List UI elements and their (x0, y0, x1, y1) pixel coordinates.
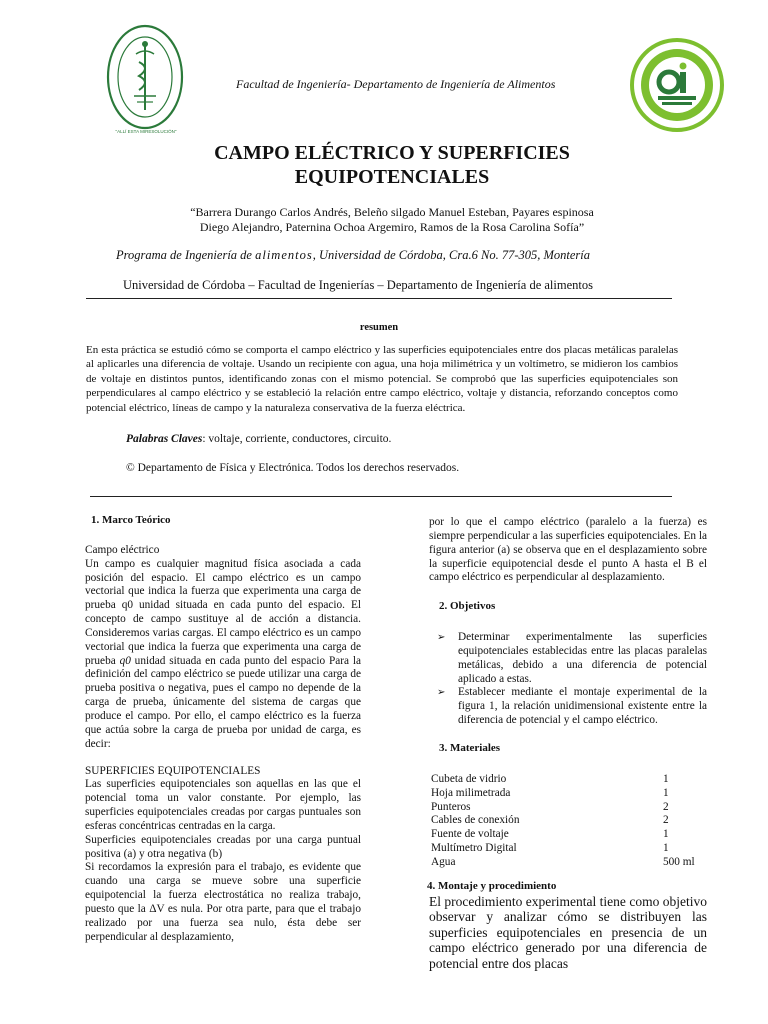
faculty-header-line: Facultad de Ingeniería- Departamento de Ingeniería de Alimentos (236, 77, 556, 91)
table-row (431, 814, 699, 828)
paragraph-superficies-3: Si recordamos la expresión para el trabajo, es evidente que cuando una carga se mueve sobre una superficie equipotencial la fuerza electrostática no realiza trabajo, puesto que la ΔV es nula. Por otra parte, para que el trabajo realizado por una fuerza sea nulo, ésta debe ser perpendicular al desplazamiento, (85, 861, 361, 943)
material-quantity: 500 ml (663, 855, 695, 868)
material-quantity: 1 (663, 786, 669, 799)
title-line-1: CAMPO ELÉCTRICO Y SUPERFICIES (214, 142, 570, 164)
arrow-bullet-icon: ➢ (437, 687, 446, 699)
seal-motto: "ALLÍ ESTA MIRESOLUCIÓN" (115, 129, 177, 134)
section-heading-materiales: 3. Materiales (439, 741, 501, 754)
abstract-heading: resumen (359, 322, 399, 333)
program-suffix: , Universidad de Córdoba, Cra.6 No. 77-305, Montería (312, 248, 591, 262)
section-heading-marco-teorico: 1. Marco Teórico (91, 514, 171, 526)
table-row (431, 773, 699, 787)
paragraph-superficies-2: Superficies equipotenciales creadas por una carga puntual positiva (a) y otra negativa (b) (85, 833, 361, 860)
list-item: ➢ Establecer mediante el montaje experimental de la figura 1, la relación unidimensional existente entre la diferencia de potencial y el campo eléctrico. (437, 686, 707, 727)
material-quantity: 1 (663, 842, 669, 855)
table-row (431, 828, 699, 842)
accreditation-logo (630, 38, 724, 132)
material-quantity: 2 (663, 800, 669, 813)
arrow-bullet-icon: ➢ (437, 632, 446, 644)
materials-table (431, 773, 699, 870)
authors-block (130, 205, 654, 235)
table-row (431, 842, 699, 856)
list-item: ➢ Determinar experimentalmente las superficies equipotenciales establecidas entre las placas paralelas metálicas, debido a una diferencia de potencial aplicado a estas. (437, 631, 707, 685)
section-heading-objetivos: 2. Objetivos (439, 600, 496, 613)
copyright-notice: © Departamento de Física y Electrónica. Todos los derechos reservados. (126, 462, 460, 474)
section-heading-montaje: 4. Montaje y procedimiento (427, 879, 557, 892)
program-affiliation (116, 248, 590, 263)
university-seal-logo (106, 24, 184, 130)
university-line: Universidad de Córdoba – Facultad de Ingenierías – Departamento de Ingeniería de alimentos (123, 278, 593, 292)
material-item: Punteros (431, 800, 471, 813)
material-quantity: 1 (663, 828, 669, 841)
keywords-line (126, 433, 391, 445)
table-row (431, 856, 699, 870)
spacer (85, 752, 361, 765)
material-quantity: 2 (663, 814, 669, 827)
keywords-label: Palabras Claves (126, 433, 203, 445)
table-row (431, 801, 699, 815)
material-item: Multímetro Digital (431, 842, 517, 855)
procedure-paragraph: El procedimiento experimental tiene como objetivo observar y analizar cómo se distribuyen las superficies equipotenciales en presencia de un campo eléctrico generado por una diferencia de potencial entre dos placas (429, 893, 707, 971)
paragraph-campo-electrico: Un campo es cualquier magnitud física asociada a cada posición del espacio. El campo eléctrico es un campo vectorial que indica la fuerza que experimenta una carga de prueba q0 unidad situada en cada punto del espacio. El concepto de campo sustituye al de acción a distancia. Consideremos varias cargas. El campo eléctrico es un campo vectorial que indica la fuerza que experimenta una carga de prueba q0 unidad situada en cada punto del espacio Para la definición del campo eléctrico se puede utilizar una carga de prueba positiva o negativa, pues el campo no depende de la carga de prueba, únicamente del sistema de cargas que produce el campo. Por ello, el campo eléctrico es la fuerza que actúa sobre la carga de prueba por unidad de carga, es decir: (85, 557, 361, 750)
abstract-divider (90, 496, 672, 497)
material-quantity: 1 (663, 772, 669, 785)
subheading-superficies: SUPERFICIES EQUIPOTENCIALES (85, 764, 261, 777)
left-column (85, 514, 361, 944)
material-item: Cubeta de vidrio (431, 772, 507, 785)
title-line-2: EQUIPOTENCIALES (294, 166, 490, 188)
material-item: Fuente de voltaje (431, 828, 509, 841)
q0-symbol: q0 (119, 654, 131, 667)
authors-line-2: Diego Alejandro, Paternina Ochoa Argemiro, Ramos de la Rosa Carolina Sofía” (199, 220, 585, 234)
table-row (431, 787, 699, 801)
header-divider (86, 298, 672, 299)
right-column (429, 516, 707, 972)
paragraph-continuation: por lo que el campo eléctrico (paralelo a la fuerza) es siempre perpendicular a las superficies equipotenciales. En la figura anterior (a) se observa que en el desplazamiento sobre la superficie equipotencial desde el punto A hasta el B el campo eléctrico es perpendicular al desplazamiento. (429, 516, 707, 584)
material-item: Cables de conexión (431, 814, 520, 827)
keywords-text: : voltaje, corriente, conductores, circuito. (202, 433, 392, 445)
program-field: alimentos (255, 248, 313, 262)
subheading-campo-electrico: Campo eléctrico (85, 543, 160, 556)
material-item: Agua (431, 855, 456, 868)
program-prefix: Programa de Ingeniería de (116, 248, 256, 262)
document-title (120, 141, 664, 189)
abstract-text: En esta práctica se estudió cómo se comporta el campo eléctrico y las superficies equipotenciales entre dos placas metálicas paralelas al aplicarles una diferencia de voltaje. Usando un recipiente con agua, una hoja milimétrica y un voltímetro, se midieron los cambios de voltaje en distintos puntos, identificando zonas con el mismo potencial. Se comprobó que las superficies equipotenciales son perpendiculares al campo eléctrico y se estableció la relación entre campo eléctrico, voltaje y distancia, reforzando conceptos como potencial eléctrico, líneas de campo y la naturaleza conservativa de la fuerza eléctrica. (86, 344, 678, 414)
paragraph-superficies-1: Las superficies equipotenciales son aquellas en las que el potencial toma un valor constante. Por ejemplo, las superficies equipotenciales creadas por cargas puntuales son esferas concéntricas centradas en la carga. (85, 778, 361, 832)
authors-line-1: “Barrera Durango Carlos Andrés, Beleño silgado Manuel Esteban, Payares espinosa (190, 205, 594, 219)
objectives-list (429, 631, 707, 728)
material-item: Hoja milimetrada (431, 786, 511, 799)
